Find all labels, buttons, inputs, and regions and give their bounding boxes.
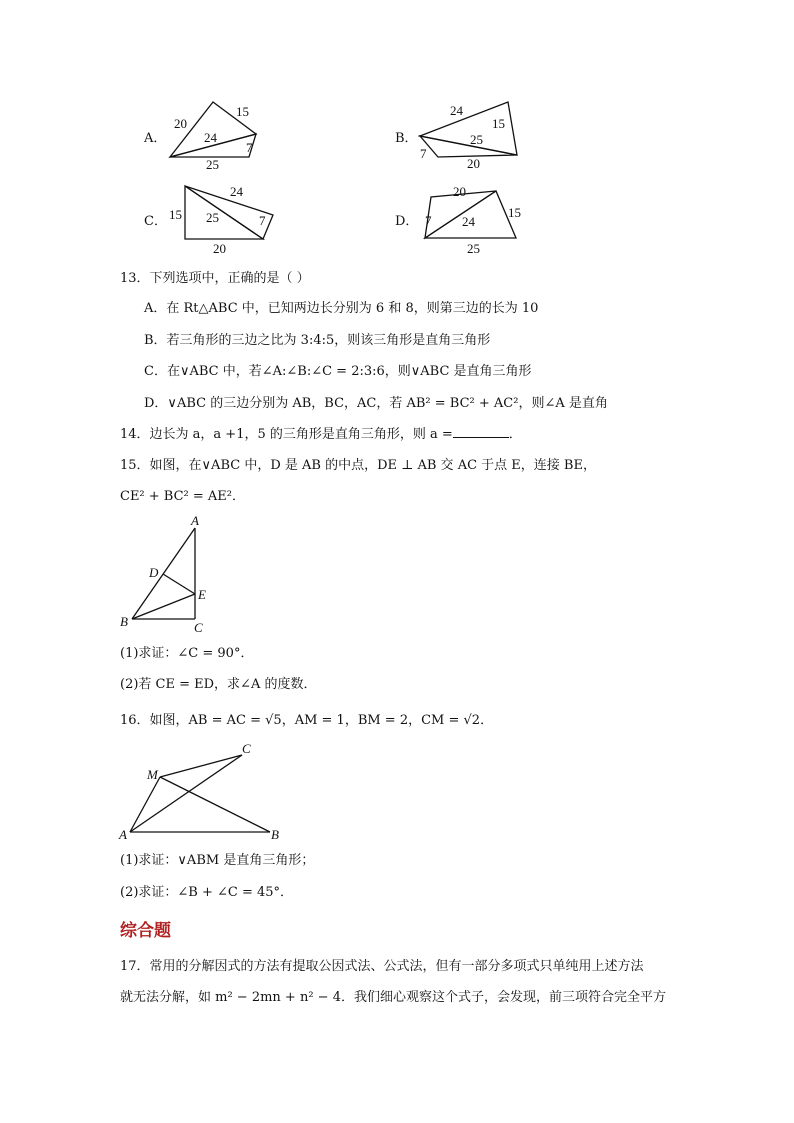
- q14-end: ．: [508, 427, 522, 442]
- option-d-side-24: 24: [462, 214, 475, 229]
- option-b-side-7: 7: [420, 146, 427, 161]
- option-b-side-20: 20: [467, 156, 480, 171]
- option-c-side-20: 20: [213, 241, 226, 256]
- option-b-figure: [410, 96, 530, 176]
- q16-label-a: A: [119, 827, 127, 842]
- option-a-side-15: 15: [236, 104, 249, 119]
- q14-line: [120, 425, 522, 444]
- q13-option-d: D．∨ABC 的三边分别为 AB，BC，AC，若 AB² = BC² + AC²，则∠A 是直角: [144, 396, 608, 411]
- option-b-side-25: 25: [470, 132, 483, 147]
- q15-line2: CE² + BC² = AE²．: [120, 489, 246, 504]
- option-c-figure: [160, 180, 280, 260]
- option-d-side-25: 25: [467, 241, 480, 256]
- q15-part2: (2)若 CE = ED，求∠A 的度数．: [120, 677, 317, 692]
- option-d-side-7: 7: [425, 213, 432, 228]
- option-a-figure: [160, 96, 270, 174]
- option-b-side-15: 15: [492, 116, 505, 131]
- q15-label-d: D: [149, 565, 159, 580]
- option-d-side-15: 15: [508, 205, 521, 220]
- q16-figure: [112, 738, 292, 844]
- q13-option-a: A．在 Rt△ABC 中，已知两边长分别为 6 和 8，则第三边的长为 10: [144, 301, 539, 316]
- option-a-letter: A．: [144, 131, 167, 146]
- q14-text: 14．边长为 a，a +1，5 的三角形是直角三角形，则 a =: [120, 427, 453, 442]
- q13-option-b: B．若三角形的三边之比为 3:4:5，则该三角形是直角三角形: [144, 333, 491, 348]
- q15-label-c: C: [194, 620, 203, 635]
- q15-part1: (1)求证：∠C = 90°．: [120, 646, 254, 661]
- q13-option-c: C．在∨ABC 中，若∠A:∠B:∠C = 2:3:6，则∨ABC 是直角三角形: [144, 364, 532, 379]
- option-a-side-25: 25: [206, 157, 219, 172]
- option-c-letter: C．: [144, 214, 167, 229]
- option-c-side-25: 25: [206, 210, 219, 225]
- q15-label-e: E: [198, 587, 206, 602]
- option-a-side-24: 24: [204, 130, 217, 145]
- q16-part2: (2)求证：∠B + ∠C = 45°．: [120, 885, 294, 900]
- section-title: 综合题: [120, 921, 171, 941]
- q15-label-a: A: [191, 513, 199, 528]
- q17-line1: 17．常用的分解因式的方法有提取公因式法、公式法，但有一部分多项式只单纯用上述方法: [120, 959, 644, 974]
- option-a-side-7: 7: [246, 140, 253, 155]
- q16-label-c: C: [242, 741, 251, 756]
- q17-line2: 就无法分解，如 m² − 2mn + n² − 4．我们细心观察这个式子，会发现，前三项符合完全平方: [120, 990, 666, 1005]
- option-d-side-20: 20: [453, 184, 466, 199]
- q16-part1: (1)求证：∨ABM 是直角三角形；: [120, 853, 315, 868]
- q15-line1: 15．如图，在∨ABC 中，D 是 AB 的中点，DE ⊥ AB 交 AC 于点 E，连接 BE，: [120, 458, 596, 473]
- q15-figure: [112, 508, 222, 636]
- option-d-letter: D．: [395, 214, 419, 229]
- option-a-side-20: 20: [174, 116, 187, 131]
- q16-label-m: M: [147, 767, 158, 782]
- option-c-side-24: 24: [230, 184, 243, 199]
- option-c-side-15: 15: [169, 207, 182, 222]
- option-c-side-7: 7: [259, 213, 266, 228]
- option-d-figure: [410, 180, 530, 260]
- q14-answer-blank[interactable]: [453, 425, 509, 438]
- q16-label-b: B: [271, 827, 279, 842]
- option-b-side-24: 24: [450, 103, 463, 118]
- q15-label-b: B: [120, 614, 128, 629]
- q13-stem: 13．下列选项中，正确的是（ ）: [120, 271, 310, 286]
- q16-line1: 16．如图，AB = AC = √5，AM = 1，BM = 2，CM = √2．: [120, 713, 494, 728]
- option-b-letter: B．: [395, 131, 418, 146]
